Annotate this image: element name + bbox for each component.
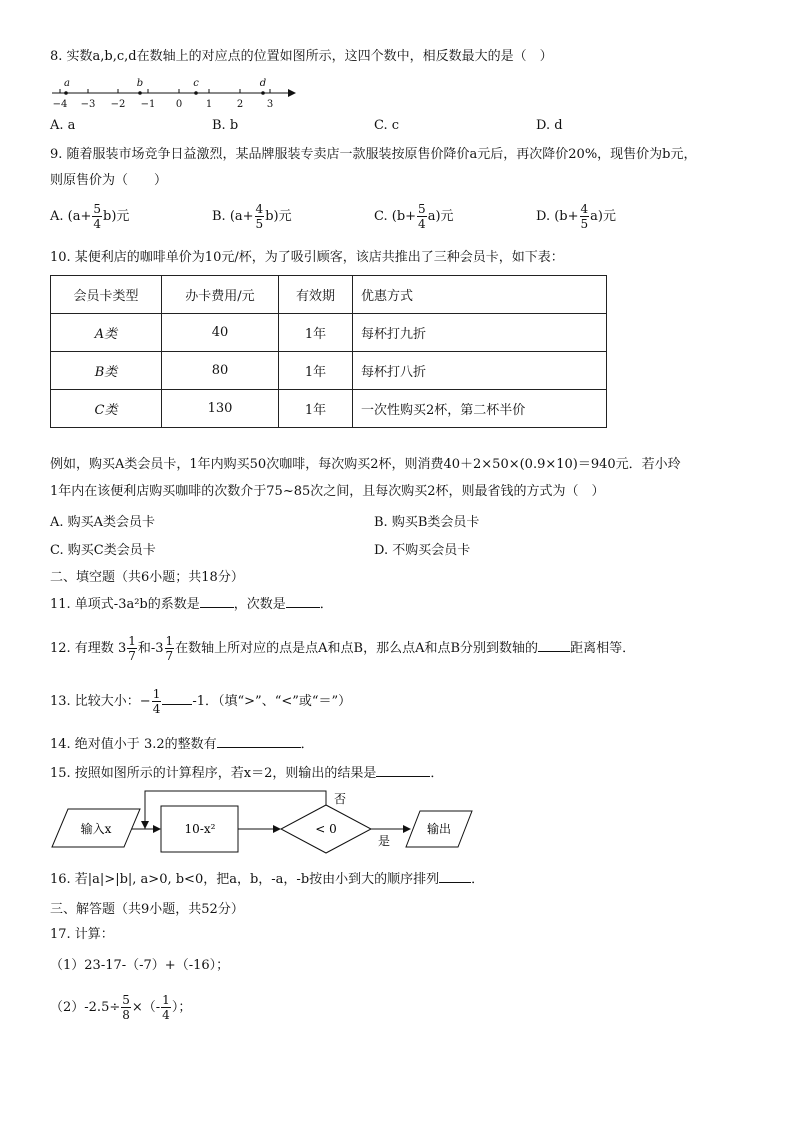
answer-blank[interactable] — [162, 692, 192, 705]
fraction-numerator: 1 — [152, 687, 161, 701]
point-d — [261, 91, 265, 95]
answer-blank[interactable] — [286, 595, 320, 608]
q16-text: ． — [471, 872, 485, 887]
fraction-numerator: 1 — [162, 993, 170, 1007]
point-label-b: b — [136, 78, 144, 89]
q13-text: -1．（填“>”、“<”或“＝”） — [192, 694, 352, 709]
table-cell: 一次性购买2杯，第二杯半价 — [353, 390, 607, 428]
q8-option-c[interactable]: C. c — [374, 118, 400, 133]
point-c — [194, 91, 198, 95]
flowchart — [48, 785, 478, 860]
fraction-numerator: 1 — [128, 634, 136, 648]
q17-item2 — [50, 992, 191, 1024]
fraction-denominator: 8 — [122, 1008, 130, 1022]
fraction — [580, 202, 590, 231]
fraction-numerator: 5 — [418, 202, 426, 216]
flow-output-label: 输出 — [426, 822, 452, 836]
number-line — [48, 76, 298, 110]
q10-option-d[interactable]: D. 不购买会员卡 — [374, 543, 471, 558]
table-header-row — [51, 276, 607, 314]
option-prefix: A. (a+ — [50, 209, 92, 224]
q15-text: 15. 按照如图所示的计算程序，若x＝2，则输出的结果是 — [50, 766, 377, 781]
tick-label: 2 — [236, 99, 244, 110]
tick-label: −2 — [110, 99, 126, 110]
q15-text: ． — [430, 766, 444, 781]
table-row — [51, 314, 607, 352]
answer-blank[interactable] — [439, 870, 471, 883]
fraction-numerator: 5 — [122, 993, 130, 1007]
fraction-denominator: 7 — [128, 649, 136, 663]
q10-stem: 10. 某便利店的咖啡单价为10元/杯，为了吸引顾客，该店共推出了三种会员卡，如下表： — [50, 250, 564, 265]
q10-example-line2: 1年内在该便利店购买咖啡的次数介于75~85次之间，且每次购买2杯，则最省钱的方式为（ ） — [50, 484, 605, 499]
fraction — [255, 202, 265, 231]
table-row — [51, 352, 607, 390]
flow-input-label: 输入x — [80, 822, 112, 836]
fraction-numerator: 4 — [580, 202, 589, 216]
option-prefix: C. (b+ — [374, 209, 417, 224]
flow-no-label: 否 — [334, 792, 347, 806]
fraction-denominator: 5 — [580, 217, 589, 231]
table-header-cell: 有效期 — [279, 276, 353, 314]
table-header-cell: 优惠方式 — [353, 276, 607, 314]
q14-text: ． — [300, 737, 314, 752]
q8-option-a[interactable]: A. a — [50, 118, 76, 133]
section-heading-solutions: 三、解答题（共9小题，共52分） — [50, 902, 244, 917]
q17-text: ×（- — [131, 1000, 161, 1015]
q17-text: （2）-2.5÷ — [50, 1000, 121, 1015]
q11-text: ，次数是 — [233, 597, 286, 612]
q12-text: 距离相等． — [570, 641, 636, 656]
flow-yes-label: 是 — [378, 834, 391, 848]
table-cell: 80 — [162, 352, 279, 390]
q10-option-a[interactable]: A. 购买A类会员卡 — [50, 515, 156, 530]
table-header-cell: 会员卡类型 — [51, 276, 162, 314]
q17-item1: （1）23-17-（-7）+（-16）； — [50, 958, 230, 973]
option-suffix: b)元 — [103, 209, 130, 224]
fraction — [127, 634, 137, 663]
table-cell: 130 — [162, 390, 279, 428]
point-label-a: a — [64, 78, 70, 89]
q9-option-a[interactable] — [50, 202, 129, 231]
table-header-cell: 办卡费用/元 — [162, 276, 279, 314]
section-heading-fill-in: 二、填空题（共6小题；共18分） — [50, 570, 244, 585]
q12-text: 12. 有理数 3 — [50, 641, 127, 656]
q16 — [50, 870, 484, 889]
answer-blank[interactable] — [200, 595, 234, 608]
q14-text: 14. 绝对值小于 3.2的整数有 — [50, 737, 217, 752]
fraction-denominator: 5 — [255, 217, 264, 231]
q12-text: 和-3 — [137, 641, 164, 656]
q8-option-d[interactable]: D. d — [536, 118, 563, 133]
fraction-numerator: 5 — [93, 202, 102, 216]
table-cell: 40 — [162, 314, 279, 352]
q9-option-b[interactable] — [212, 202, 292, 231]
option-suffix: a)元 — [427, 209, 454, 224]
tick-label: −3 — [80, 99, 96, 110]
q9-stem-line1: 9. 随着服装市场竞争日益激烈，某品牌服装专卖店一款服装按原售价降价a元后，再次降价20%，现售价为b元， — [50, 147, 697, 162]
point-label-d: d — [259, 78, 267, 89]
tick-label: −4 — [52, 99, 68, 110]
q8-stem: 8. 实数a,b,c,d在数轴上的对应点的位置如图所示，这四个数中，相反数最大的是（ ） — [50, 49, 553, 64]
fraction — [92, 202, 102, 231]
fraction — [152, 687, 162, 716]
point-b — [138, 91, 142, 95]
fraction-numerator: 4 — [255, 202, 264, 216]
option-suffix: b)元 — [265, 209, 292, 224]
fraction-denominator: 4 — [418, 217, 426, 231]
tick-label: 0 — [175, 99, 183, 110]
q11-text: 11. 单项式-3a²b的系数是 — [50, 597, 200, 612]
answer-blank[interactable] — [376, 764, 430, 777]
flow-decision-label: < 0 — [315, 822, 337, 836]
q10-option-b[interactable]: B. 购买B类会员卡 — [374, 515, 480, 530]
table-cell: 每杯打八折 — [353, 352, 607, 390]
q8-option-b[interactable]: B. b — [212, 118, 239, 133]
q13 — [50, 686, 351, 718]
q16-text: 16. 若|a|>|b|, a>0, b<0，把a，b，-a，-b按由小到大的顺序排列 — [50, 872, 440, 887]
q10-option-c[interactable]: C. 购买C类会员卡 — [50, 543, 156, 558]
fraction — [121, 993, 131, 1022]
table-cell: 1年 — [279, 352, 353, 390]
option-prefix: D. (b+ — [536, 209, 579, 224]
tick-label: −1 — [140, 99, 156, 110]
answer-blank[interactable] — [217, 735, 301, 748]
table-cell: B类 — [51, 352, 162, 390]
fraction — [161, 993, 171, 1022]
tick-label: 3 — [266, 99, 274, 110]
q11 — [50, 595, 333, 614]
fraction — [165, 634, 175, 663]
q9-option-c[interactable] — [374, 202, 454, 231]
q12-text: 在数轴上所对应的点是点A和点B，那么点A和点B分别到数轴的 — [175, 641, 539, 656]
table-cell: C类 — [51, 390, 162, 428]
fraction — [417, 202, 427, 231]
option-suffix: a)元 — [590, 209, 616, 224]
q10-example-line1: 例如，购买A类会员卡，1年内购买50次咖啡，每次购买2杯，则消费40＋2×50×(0.9×10)＝940元．若小玲 — [50, 457, 681, 472]
fraction-denominator: 7 — [165, 649, 174, 663]
q13-text: 13. 比较大小：− — [50, 694, 151, 709]
q17-text: ）； — [171, 1000, 192, 1015]
table-row — [51, 390, 607, 428]
point-label-c: c — [193, 78, 199, 89]
membership-table — [50, 275, 607, 428]
answer-blank[interactable] — [538, 639, 570, 652]
table-cell: 每杯打九折 — [353, 314, 607, 352]
table-cell: 1年 — [279, 314, 353, 352]
q17-title: 17. 计算： — [50, 927, 114, 942]
fraction-numerator: 1 — [165, 634, 174, 648]
fraction-denominator: 4 — [152, 702, 161, 716]
point-a — [64, 91, 68, 95]
table-cell: A类 — [51, 314, 162, 352]
q15 — [50, 764, 443, 783]
tick-label: 1 — [205, 99, 213, 110]
q9-option-d[interactable] — [536, 202, 616, 231]
table-cell: 1年 — [279, 390, 353, 428]
flow-process-label: 10-x² — [184, 822, 216, 836]
option-prefix: B. (a+ — [212, 209, 254, 224]
fraction-denominator: 4 — [93, 217, 102, 231]
q14 — [50, 735, 314, 754]
q12 — [50, 633, 635, 665]
fraction-denominator: 4 — [162, 1008, 170, 1022]
q11-text: ． — [319, 597, 333, 612]
q9-stem-line2: 则原售价为（ ） — [50, 173, 168, 188]
